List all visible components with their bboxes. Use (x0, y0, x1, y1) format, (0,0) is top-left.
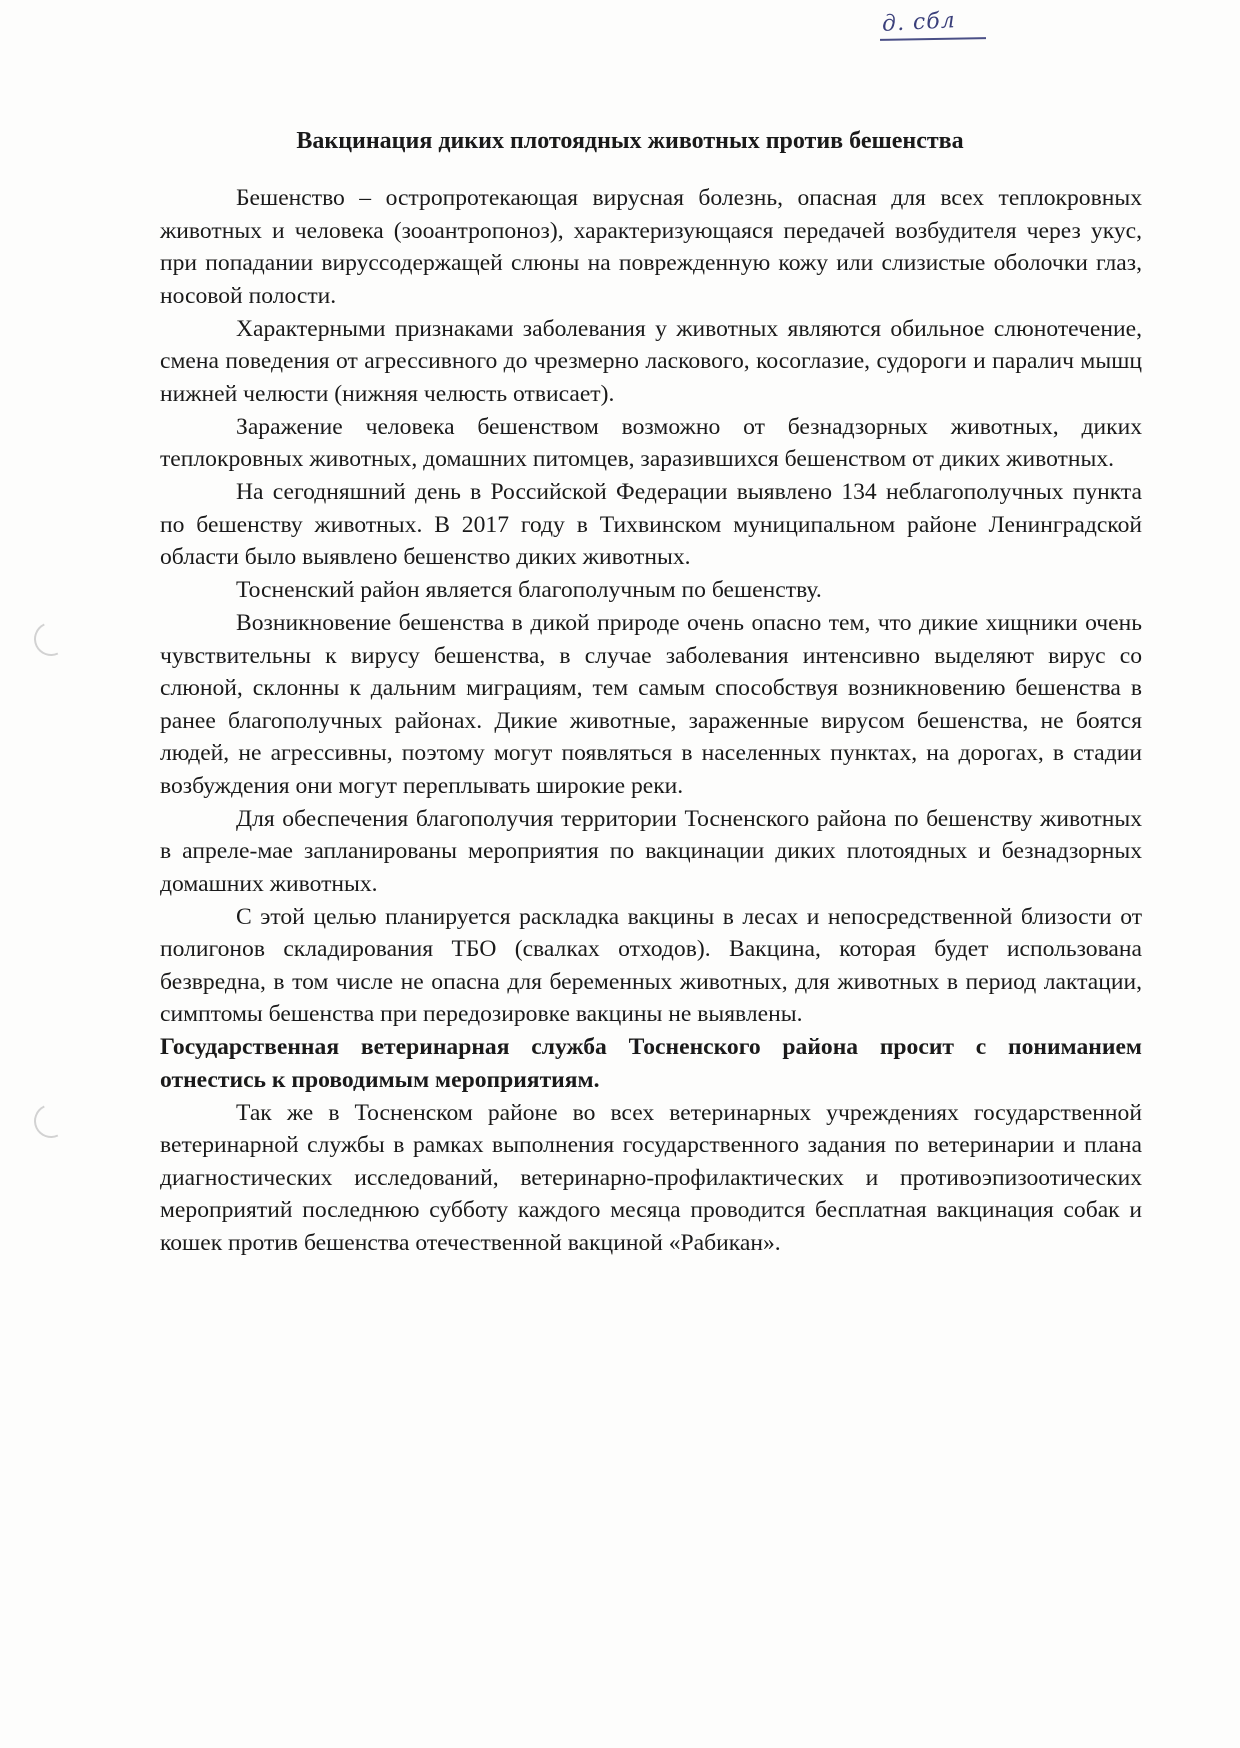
paragraph-district-status: Тосненский район является благополучным по бешенству. (236, 577, 822, 603)
paragraph-definition: Бешенство – остропротекающая вирусная болезнь, опасная для всех теплокровных животных и человека (зооантропоноз), характеризующаяся передачей возбудителя через укус, при попадании вируссодержащей слюны на поврежденную кожу или слизистые оболочки глаз, носовой полости. (160, 185, 1142, 309)
paragraph-request: Государственная ветеринарная служба Тосненского района просит с пониманием отнестись к проводимым мероприятиям. (160, 1034, 1142, 1093)
paragraph-vaccination-plan: Для обеспечения благополучия территории Тосненского района по бешенству животных в апреле-мае запланированы мероприятия по вакцинации диких плотоядных и безнадзорных домашних животных. (160, 805, 1142, 897)
paragraph-symptoms: Характерными признаками заболевания у животных являются обильное слюнотечение, смена поведения от агрессивного до чрезмерно ласкового, косоглазие, судороги и паралич мышц нижней челюсти (нижняя челюсть отвисает). (160, 315, 1142, 407)
paragraph-wildlife-danger: Возникновение бешенства в дикой природе очень опасно тем, что дикие хищники очень чувствительны к вирусу бешенства, в случае заболевания интенсивно выделяют вирус со слюной, склонны к дальним миграциям, тем самым способствуя возникновению бешенства в ранее благополучных районах. Дикие животные, зараженные вирусом бешенства, не боятся людей, не агрессивны, поэтому могут появляться в населенных пунктах, на дорогах, в стадии возбуждения они могут переплывать широкие реки. (160, 610, 1142, 799)
handwritten-underline (880, 37, 986, 41)
paragraph-infection-sources: Заражение человека бешенством возможно от безнадзорных животных, диких теплокровных животных, домашних питомцев, заразившихся бешенством от диких животных. (160, 413, 1142, 472)
paragraph-vaccine-distribution: С этой целью планируется раскладка вакцины в лесах и непосредственной близости от полигонов складирования ТБО (свалках отходов). Вакцина, которая будет использована безвредна, в том числе не опасна для беременных животных, для животных в период лактации, симптомы бешенства при передозировке вакцины не выявлены. (160, 903, 1142, 1027)
paragraph-free-vaccination: Так же в Тосненском районе во всех ветеринарных учреждениях государственной ветеринарной службы в рамках выполнения государственного задания по ветеринарии и плана диагностических исследований, ветеринарно-профилактических и противоэпизоотических мероприятий последнюю субботу каждого месяца проводится бесплатная вакцинация собак и кошек против бешенства отечественной вакциной «Рабикан». (160, 1099, 1142, 1256)
punch-hole-mark (29, 617, 73, 661)
handwritten-corner-note: д. сбл (881, 8, 957, 37)
punch-hole-mark (29, 1099, 73, 1143)
document-title: Вакцинация диких плотоядных животных против бешенства (296, 128, 964, 154)
document-body (160, 182, 1142, 1259)
paragraph-statistics: На сегодняшний день в Российской Федерации выявлено 134 неблагополучных пункта по бешенству животных. В 2017 году в Тихвинском муниципальном районе Ленинградской области было выявлено бешенство диких животных. (160, 479, 1142, 570)
